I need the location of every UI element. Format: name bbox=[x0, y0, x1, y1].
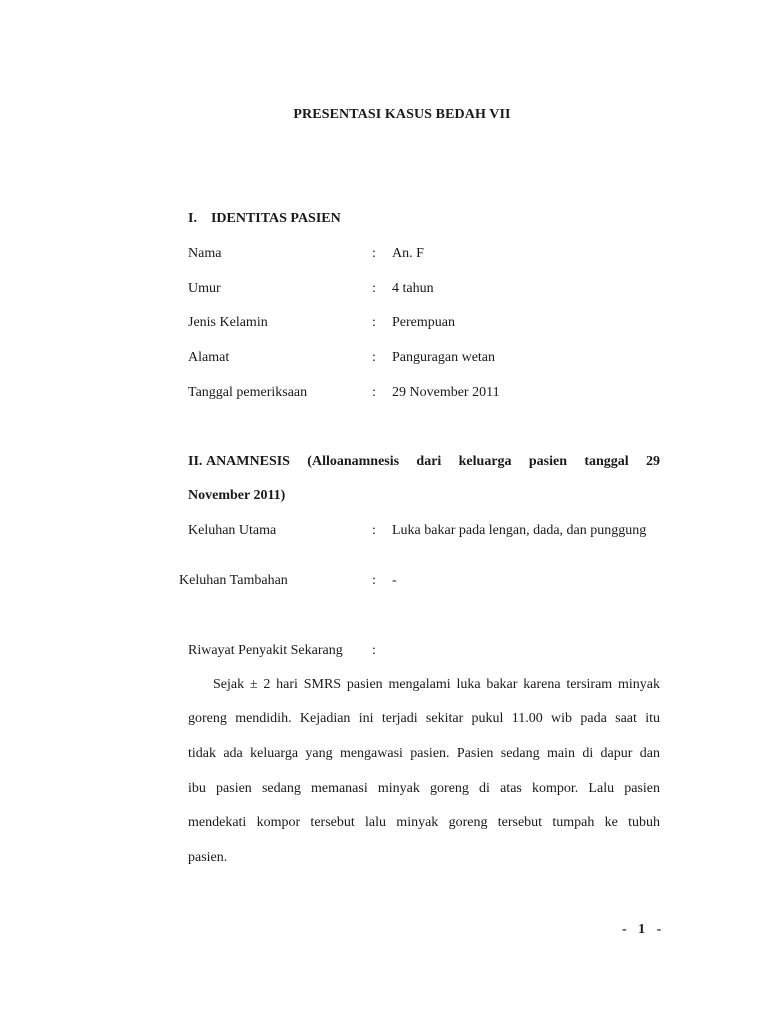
paragraph-line: tidak ada keluarga yang mengawasi pasien. Pasien sedang main di dapur dan bbox=[188, 746, 660, 761]
field-label: Keluhan Utama bbox=[188, 523, 277, 538]
section-heading-anamnesis-cont: November 2011) bbox=[188, 488, 286, 503]
field-value: Panguragan wetan bbox=[392, 350, 496, 365]
paragraph-line: ibu pasien sedang memanasi minyak goreng di atas kompor. Lalu pasien bbox=[188, 781, 660, 796]
field-colon: : bbox=[372, 246, 376, 261]
field-colon: : bbox=[372, 315, 376, 330]
field-label: Tanggal pemeriksaan bbox=[188, 385, 308, 400]
field-colon: : bbox=[372, 281, 376, 296]
field-value: 29 November 2011 bbox=[392, 385, 500, 400]
field-colon: : bbox=[372, 350, 376, 365]
section-heading-identitas: I. IDENTITAS PASIEN bbox=[188, 211, 341, 226]
field-value: An. F bbox=[392, 246, 424, 261]
field-colon: : bbox=[372, 523, 376, 538]
paragraph-line: Sejak ± 2 hari SMRS pasien mengalami luka bakar karena tersiram minyak bbox=[213, 677, 660, 692]
field-label: Alamat bbox=[188, 350, 230, 365]
field-colon: : bbox=[372, 643, 376, 658]
page-number: - 1 - bbox=[622, 922, 666, 937]
field-colon: : bbox=[372, 385, 376, 400]
field-label: Jenis Kelamin bbox=[188, 315, 268, 330]
paragraph-line: pasien. bbox=[188, 850, 228, 865]
document-title: PRESENTASI KASUS BEDAH VII bbox=[293, 107, 511, 122]
field-value: Luka bakar pada lengan, dada, dan punggung bbox=[392, 523, 647, 538]
field-label: Nama bbox=[188, 246, 222, 261]
field-value: 4 tahun bbox=[392, 281, 434, 296]
field-value: - bbox=[392, 573, 397, 588]
paragraph-line: goreng mendidih. Kejadian ini terjadi sekitar pukul 11.00 wib pada saat itu bbox=[188, 711, 660, 726]
field-value: Perempuan bbox=[392, 315, 455, 330]
field-colon: : bbox=[372, 573, 376, 588]
section-heading-anamnesis: II. ANAMNESIS (Alloanamnesis dari keluarga pasien tanggal 29 bbox=[188, 454, 660, 469]
paragraph-line: mendekati kompor tersebut lalu minyak goreng tersebut tumpah ke tubuh bbox=[188, 815, 660, 830]
field-label: Keluhan Tambahan bbox=[179, 573, 288, 588]
field-label: Riwayat Penyakit Sekarang bbox=[188, 643, 343, 658]
field-label: Umur bbox=[188, 281, 221, 296]
